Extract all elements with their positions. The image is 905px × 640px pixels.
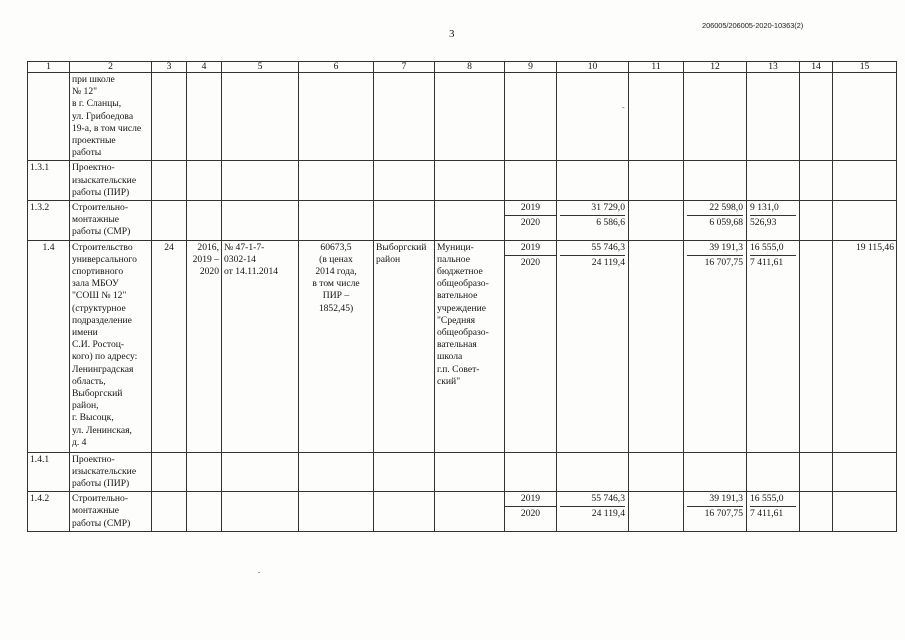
col-header: 1 bbox=[28, 62, 70, 73]
estimated-cost: 60673,5 (в ценах 2014 года, в том числе ПИР – 1852,45) bbox=[299, 240, 374, 452]
expertise-conclusion: № 47-1-7- 0302-14 от 14.11.2014 bbox=[222, 240, 299, 452]
col-header: 7 bbox=[374, 62, 435, 73]
table-row bbox=[28, 240, 897, 452]
work-type: Строительно- монтажные работы (СМР) bbox=[70, 492, 152, 532]
col-header: 11 bbox=[629, 62, 684, 73]
total-cell: 31 729,0 6 586,6 bbox=[557, 201, 629, 241]
col-header: 4 bbox=[187, 62, 222, 73]
row-number: 1.4.1 bbox=[28, 452, 70, 492]
col-header: 9 bbox=[505, 62, 557, 73]
object-name: Строительство универсального спортивного зала МБОУ "СОШ № 12" (структурное подразделение имени С.И. Ростоц- кого) по адресу: Ленинградская область, Выборгский район, г. Высоцк, ул. Ленинская, д. 4 bbox=[70, 240, 152, 452]
row-number: 1.3.1 bbox=[28, 161, 70, 201]
cell bbox=[28, 73, 70, 161]
work-type: Проектно- изыскательские работы (ПИР) bbox=[70, 161, 152, 201]
col-header: 15 bbox=[833, 62, 897, 73]
col-header: 14 bbox=[800, 62, 833, 73]
col-header: 13 bbox=[747, 62, 800, 73]
row-number: 1.3.2 bbox=[28, 201, 70, 241]
year-cell: 2019 2020 bbox=[505, 240, 557, 452]
remaining-cost: 19 115,46 bbox=[833, 240, 897, 452]
local-budget-cell: 9 131,0 526,93 bbox=[747, 201, 800, 241]
document-id: 206005/206005-2020-10363(2) bbox=[702, 21, 804, 30]
col-header: 12 bbox=[684, 62, 747, 73]
table-row bbox=[28, 201, 897, 241]
customer: Муници- пальное бюджетное общеобразо- вательное учреждение "Средняя общеобразо- вательная школа г.п. Совет- ский" bbox=[435, 240, 505, 452]
col-header: 3 bbox=[152, 62, 187, 73]
scan-speck bbox=[258, 572, 260, 573]
column-number-row bbox=[28, 62, 897, 73]
local-budget-cell: 16 555,0 7 411,61 bbox=[747, 240, 800, 452]
local-budget-cell: 16 555,0 7 411,61 bbox=[747, 492, 800, 532]
col-header: 2 bbox=[70, 62, 152, 73]
col-header: 8 bbox=[435, 62, 505, 73]
investment-table bbox=[27, 61, 897, 532]
regional-budget-cell: 39 191,3 16 707,75 bbox=[684, 240, 747, 452]
row-number: 1.4.2 bbox=[28, 492, 70, 532]
regional-budget-cell: 22 598,0 6 059,68 bbox=[684, 201, 747, 241]
regional-budget-cell: 39 191,3 16 707,75 bbox=[684, 492, 747, 532]
object-name-continued: при школе № 12" в г. Сланцы, ул. Грибоедова 19-а, в том числе проектные работы bbox=[70, 73, 152, 161]
year-cell: 2019 2020 bbox=[505, 492, 557, 532]
construction-years: 2016, 2019 – 2020 bbox=[187, 240, 222, 452]
col-header: 10 bbox=[557, 62, 629, 73]
stray-mark: - bbox=[622, 103, 625, 112]
table-row bbox=[28, 161, 897, 201]
work-type: Проектно- изыскательские работы (ПИР) bbox=[70, 452, 152, 492]
col-header: 5 bbox=[222, 62, 299, 73]
col-header: 6 bbox=[299, 62, 374, 73]
table-row bbox=[28, 73, 897, 161]
page-number: 3 bbox=[449, 28, 455, 40]
year-cell: 2019 2020 bbox=[505, 201, 557, 241]
total-cell: 55 746,3 24 119,4 bbox=[557, 492, 629, 532]
row-number: 1.4 bbox=[28, 240, 70, 452]
capacity: 24 bbox=[152, 240, 187, 452]
municipality: Выборгский район bbox=[374, 240, 435, 452]
work-type: Строительно- монтажные работы (СМР) bbox=[70, 201, 152, 241]
table-row bbox=[28, 452, 897, 492]
total-cell: 55 746,3 24 119,4 bbox=[557, 240, 629, 452]
table-row bbox=[28, 492, 897, 532]
